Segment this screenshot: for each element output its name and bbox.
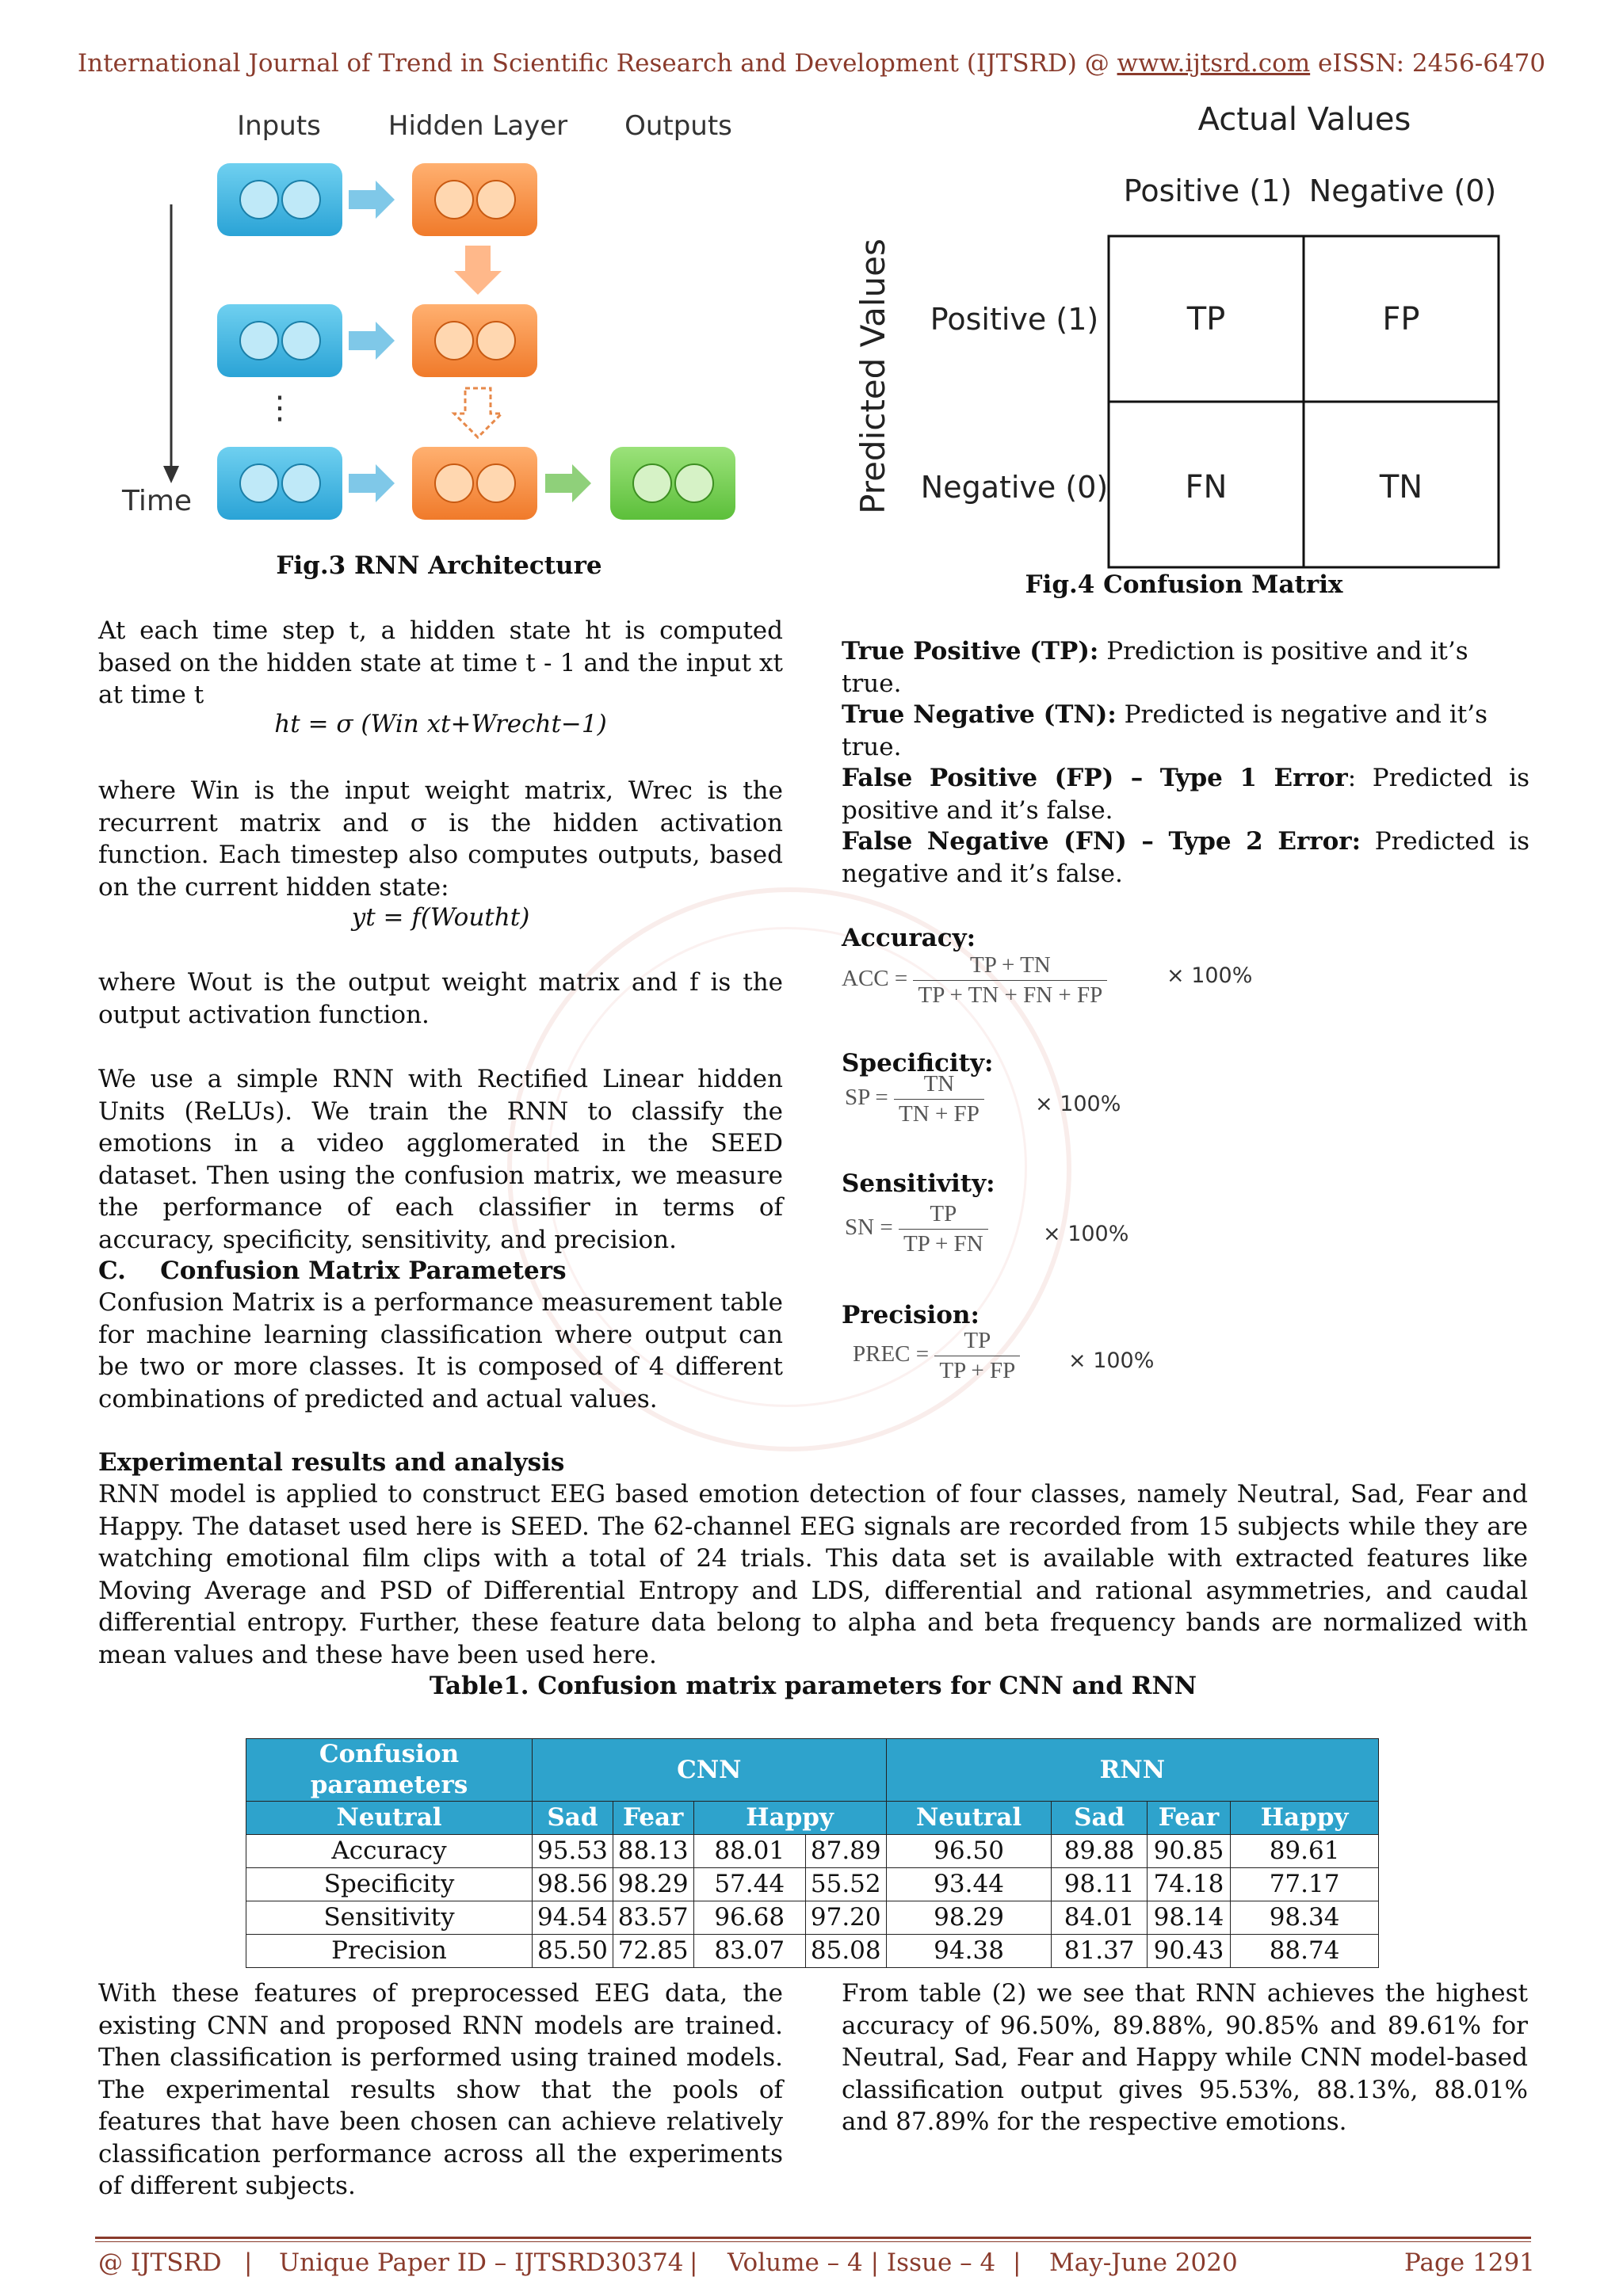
header-happy: Happy xyxy=(693,1802,886,1835)
denominator: TP + FP xyxy=(934,1356,1020,1384)
table-cell: 90.85 xyxy=(1147,1835,1230,1868)
fraction xyxy=(934,1328,1020,1384)
section-heading: C. Confusion Matrix Parameters xyxy=(98,1257,567,1285)
header-sad: Sad xyxy=(533,1802,613,1835)
hidden-node xyxy=(412,447,537,520)
input-node xyxy=(217,304,342,377)
table-row xyxy=(246,1901,1379,1935)
label-inputs: Inputs xyxy=(237,110,321,142)
row-label: Sensitivity xyxy=(246,1901,533,1935)
table-cell: 98.29 xyxy=(886,1901,1052,1935)
arrow-right-icon xyxy=(349,322,395,360)
header-confusion-parameters: Confusion parameters xyxy=(246,1739,533,1802)
table-cell: 57.44 xyxy=(693,1868,805,1901)
footer-rule xyxy=(95,2237,1531,2239)
arrow-right-green-icon xyxy=(545,464,591,502)
row-negative-label: Negative (0) xyxy=(920,470,1109,505)
paragraph-accuracy-comparison: From table (2) we see that RNN achieves the highest accuracy of 96.50%, 89.88%, 90.85% and 89.61% for Neutral, Sad, Fear and Happy while CNN model-based classification output gives 95.53%, 88.13%, 88.01% and 87.89% for the respective emotions. xyxy=(842,1979,1528,2136)
table-cell: 85.08 xyxy=(805,1935,886,1968)
row-label: Accuracy xyxy=(246,1835,533,1868)
col-positive-label: Positive (1) xyxy=(1123,174,1293,208)
arrow-right-icon xyxy=(349,464,395,502)
fp-label: False Positive (FP) – Type 1 Error xyxy=(842,764,1348,792)
table-cell: 96.50 xyxy=(886,1835,1052,1868)
header-issn: eISSN: 2456-6470 xyxy=(1310,49,1546,78)
arrow-down-icon xyxy=(454,246,502,295)
table-caption: Table1. Confusion matrix parameters for CNN and RNN xyxy=(429,1672,1197,1700)
header-rnn: RNN xyxy=(886,1739,1378,1802)
formula-lhs: SN = xyxy=(845,1215,893,1241)
col-negative-label: Negative (0) xyxy=(1308,174,1497,208)
predicted-values-label: Predicted Values xyxy=(854,238,892,514)
header-link[interactable]: www.ijtsrd.com xyxy=(1117,49,1311,78)
sensitivity-times-100: × 100% xyxy=(1043,1222,1129,1246)
confusion-matrix-diagram xyxy=(843,93,1525,578)
tn-label: True Negative (TN): xyxy=(842,700,1117,729)
footer-separator: | xyxy=(1013,2248,1022,2277)
hidden-node xyxy=(412,304,537,377)
time-arrow-head-icon xyxy=(163,466,179,483)
footer-paper-id: Unique Paper ID – IJTSRD30374 xyxy=(279,2248,684,2277)
definition-fn xyxy=(842,826,1529,890)
header-neutral: Neutral xyxy=(246,1802,533,1835)
table-cell: 98.11 xyxy=(1052,1868,1147,1901)
actual-values-label: Actual Values xyxy=(1197,101,1411,138)
formula-lhs: PREC = xyxy=(853,1341,930,1367)
input-node xyxy=(217,163,342,236)
specificity-formula xyxy=(845,1071,984,1127)
fraction xyxy=(899,1201,988,1257)
denominator: TP + FN xyxy=(899,1229,988,1257)
table-cell: 74.18 xyxy=(1147,1868,1230,1901)
header-sad: Sad xyxy=(1052,1802,1147,1835)
tn-text: Predicted is negative and it’s true. xyxy=(842,700,1488,761)
table-cell: 87.89 xyxy=(805,1835,886,1868)
fn-label: False Negative (FN) – Type 2 Error: xyxy=(842,827,1361,856)
paragraph-output-weights: where Wout is the output weight matrix and f is the output activation function. xyxy=(98,968,783,1029)
arrow-right-icon xyxy=(349,181,395,219)
label-time: Time xyxy=(121,485,193,517)
accuracy-times-100: × 100% xyxy=(1167,963,1253,988)
table-cell: 88.74 xyxy=(1231,1935,1379,1968)
specificity-times-100: × 100% xyxy=(1035,1092,1121,1116)
table-cell: 88.13 xyxy=(613,1835,693,1868)
row-label: Specificity xyxy=(246,1868,533,1901)
denominator: TN + FP xyxy=(894,1099,984,1127)
footer-page: Page 1291 xyxy=(1404,2248,1535,2277)
paragraph-weights: where Win is the input weight matrix, Wrec is the recurrent matrix and σ is the hidden activation function. Each timestep also computes outputs, based on the current hidden state: xyxy=(98,776,783,902)
header-happy: Happy xyxy=(1231,1802,1379,1835)
fn-text: Predicted is negative and it’s false. xyxy=(842,827,1529,888)
definition-fp xyxy=(842,762,1529,826)
table-row xyxy=(246,1935,1379,1968)
footer-date: May-June 2020 xyxy=(1049,2248,1238,2277)
paragraph-hidden-state: At each time step t, a hidden state ht is computed based on the hidden state at time t - 1 and the input xt at time t xyxy=(98,616,783,709)
formula-lhs: SP = xyxy=(845,1085,888,1111)
table-row xyxy=(246,1868,1379,1901)
formula-lhs: ACC = xyxy=(842,966,908,992)
table-cell: 90.43 xyxy=(1147,1935,1230,1968)
hidden-node xyxy=(412,163,537,236)
table-header-row-1 xyxy=(246,1739,1379,1802)
specificity-title: Specificity: xyxy=(842,1049,994,1077)
footer-volume: Volume – 4 | Issue – 4 xyxy=(727,2248,996,2277)
table-cell: 94.38 xyxy=(886,1935,1052,1968)
header-fear: Fear xyxy=(613,1802,693,1835)
table-cell: 98.14 xyxy=(1147,1901,1230,1935)
definition-tn xyxy=(842,699,1529,763)
accuracy-formula xyxy=(842,952,1107,1009)
header-cnn: CNN xyxy=(533,1739,887,1802)
row-label: Precision xyxy=(246,1935,533,1968)
results-table xyxy=(246,1738,1379,1968)
cell-tn: TN xyxy=(1379,469,1423,505)
results-heading: Experimental results and analysis xyxy=(98,1448,565,1477)
table-cell: 55.52 xyxy=(805,1868,886,1901)
table-row xyxy=(246,1835,1379,1868)
row-positive-label: Positive (1) xyxy=(930,302,1099,337)
table-cell: 72.85 xyxy=(613,1935,693,1968)
sensitivity-formula xyxy=(845,1201,988,1257)
table-cell: 83.07 xyxy=(693,1935,805,1968)
rnn-row-3 xyxy=(217,447,735,520)
numerator: TP + TN xyxy=(970,952,1051,978)
running-header xyxy=(0,49,1623,78)
numerator: TP xyxy=(930,1201,957,1226)
header-neutral: Neutral xyxy=(886,1802,1052,1835)
arrow-down-dashed-icon xyxy=(454,388,502,437)
results-paragraph: RNN model is applied to construct EEG based emotion detection of four classes, namely Neutral, Sad, Fear and Happy. The dataset used here is SEED. The 62-channel EEG signals are recorded from 15 subjects while they are watching emotional film clips with a total of 24 trials. This data set is available with extracted features like Moving Average and PSD of Differential Entropy and LDS, differential and rational asymmetries, and caudal differential entropy. Further, these feature data belong to alpha and beta frequency bands are normalized with mean values and these have been used here. xyxy=(98,1480,1528,1669)
header-text: International Journal of Trend in Scientific Research and Development (IJTSRD) @ xyxy=(77,49,1117,78)
denominator: TP + TN + FN + FP xyxy=(913,980,1107,1009)
table-cell: 98.56 xyxy=(533,1868,613,1901)
equation-output: yt = f(Woutht) xyxy=(351,903,530,932)
fp-text: : Predicted is positive and it’s false. xyxy=(842,764,1529,825)
accuracy-title: Accuracy: xyxy=(842,924,976,952)
table-header-row-2 xyxy=(246,1802,1379,1835)
numerator: TP xyxy=(964,1328,991,1353)
table-cell: 85.50 xyxy=(533,1935,613,1968)
label-hidden-layer: Hidden Layer xyxy=(388,110,568,142)
footer-journal: @ IJTSRD xyxy=(98,2248,222,2277)
fraction xyxy=(894,1071,984,1127)
table-cell: 98.29 xyxy=(613,1868,693,1901)
table-cell: 96.68 xyxy=(693,1901,805,1935)
paragraph-confusion-matrix: Confusion Matrix is a performance measurement table for machine learning classification where output can be two or more classes. It is composed of 4 different combinations of predicted and actual values. xyxy=(98,1288,783,1413)
footer-separator: | xyxy=(244,2248,253,2277)
table-cell: 89.61 xyxy=(1231,1835,1379,1868)
input-node xyxy=(217,447,342,520)
table-cell: 98.34 xyxy=(1231,1901,1379,1935)
table-cell: 95.53 xyxy=(533,1835,613,1868)
tp-text: Prediction is positive and it’s true. xyxy=(842,637,1468,698)
paragraph-relu: We use a simple RNN with Rectified Linear hidden Units (ReLUs). We train the RNN to classify the emotions in a video agglomerated in the SEED dataset. Then using the confusion matrix, we measure the performance of each classifier in terms of accuracy, specificity, sensitivity, and precision. xyxy=(98,1065,783,1254)
table-cell: 89.88 xyxy=(1052,1835,1147,1868)
tp-label: True Positive (TP): xyxy=(842,637,1099,666)
header-fear: Fear xyxy=(1147,1802,1230,1835)
cell-fp: FP xyxy=(1382,301,1420,338)
label-outputs: Outputs xyxy=(624,110,732,142)
numerator: TN xyxy=(923,1071,955,1097)
footer-rule-thin xyxy=(95,2241,1531,2242)
rnn-architecture-diagram xyxy=(111,101,761,537)
cell-tp: TP xyxy=(1186,301,1226,338)
fig4-caption: Fig.4 Confusion Matrix xyxy=(1025,570,1343,599)
sensitivity-title: Sensitivity: xyxy=(842,1169,995,1198)
rnn-row-2 xyxy=(217,304,537,377)
table-cell: 88.01 xyxy=(693,1835,805,1868)
definition-tp xyxy=(842,635,1529,700)
table-cell: 81.37 xyxy=(1052,1935,1147,1968)
table-cell: 83.57 xyxy=(613,1901,693,1935)
precision-title: Precision: xyxy=(842,1301,980,1329)
ellipsis-vertical-icon: ⋮ xyxy=(264,390,296,426)
table-cell: 93.44 xyxy=(886,1868,1052,1901)
table-cell: 84.01 xyxy=(1052,1901,1147,1935)
precision-formula xyxy=(853,1328,1020,1384)
table-cell: 97.20 xyxy=(805,1901,886,1935)
equation-hidden-state: ht = σ (Win xt+Wrecht−1) xyxy=(274,710,607,738)
rnn-row-1 xyxy=(217,163,537,236)
output-node xyxy=(610,447,735,520)
fig3-caption: Fig.3 RNN Architecture xyxy=(276,551,602,580)
footer-separator: | xyxy=(689,2248,698,2277)
fraction xyxy=(913,952,1107,1009)
table-cell: 94.54 xyxy=(533,1901,613,1935)
paragraph-training: With these features of preprocessed EEG data, the existing CNN and proposed RNN models are trained. Then classification is performed using trained models. The experimental results show that the pools of features that have been chosen can achieve relatively classification performance across all the experiments of different subjects. xyxy=(98,1979,783,2200)
precision-times-100: × 100% xyxy=(1068,1348,1155,1373)
cell-fn: FN xyxy=(1185,469,1228,505)
table-cell: 77.17 xyxy=(1231,1868,1379,1901)
